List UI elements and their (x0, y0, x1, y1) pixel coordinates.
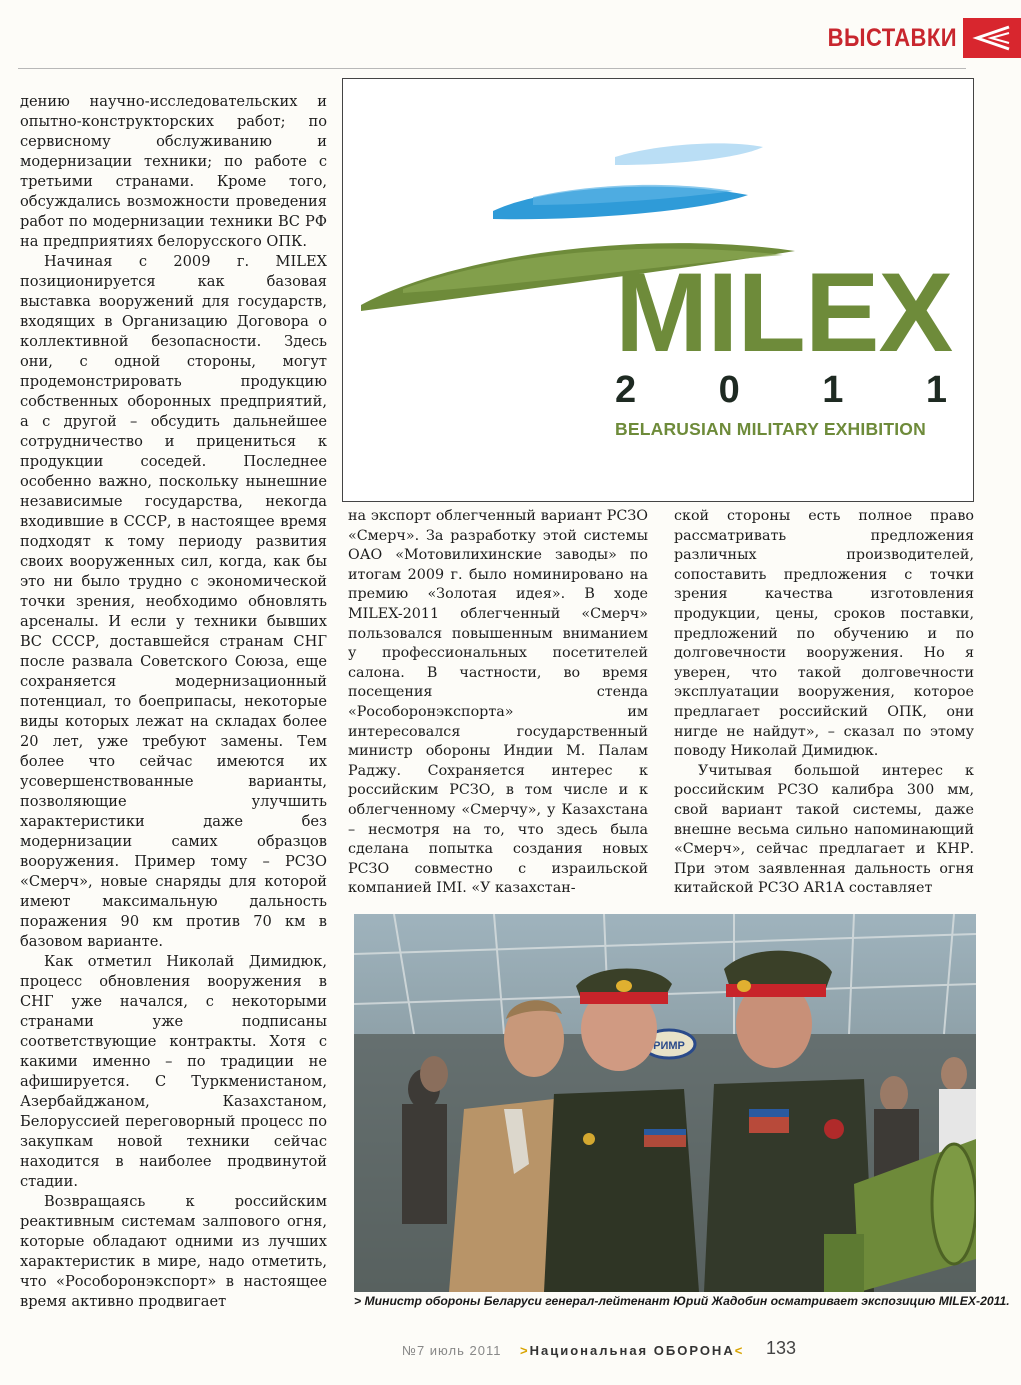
header-rule (18, 68, 966, 69)
milex-logo-box (342, 78, 974, 502)
text-column-1 (20, 92, 327, 1312)
text-column-3 (674, 507, 974, 899)
issue-label: №7 июль 2011 (402, 1343, 502, 1358)
magazine-title: Национальная ОБОРОНА (529, 1343, 735, 1358)
section-label: ВЫСТАВКИ (827, 24, 957, 52)
paragraph: Как отметил Николай Димидюк, процесс обновления вооружения в СНГ уже начался, с некоторыми странами уже подписаны соответствующие контракты. Хотя с какими именно – по традиции не афишируется. С Туркменистаном, Азербайджаном, Казахстаном, Белоруссией переговорный процесс по закупкам новой техники сейчас находится в наиболее продвинутой стадии. (20, 953, 327, 1190)
paragraph: Возвращаясь к российским реактивным системам залпового огня, которые обладают одними из лучших характеристик в мире, надо отметить, что «Рособоронэкспорт» в настоящее время активно продвигает (20, 1193, 327, 1310)
logo-year-digit: 2 (615, 369, 637, 411)
photo-scene (354, 914, 976, 1292)
logo-year-digit: 1 (822, 369, 844, 411)
paragraph: на экспорт облегченный вариант РСЗО «Смерч». За разработку этой системы ОАО «Мотовилихинские заводы» по итогам 2009 г. было номинировано на премию «Золотая идея». В ходе MILEX-2011 облегченный «Смерч» пользовался повышенным вниманием у профессиональных посетителей салона. В частности, во время посещения стенда «Рособоронэкспорта» им интересовался государственный министр обороны Индии М. Палам Раджу. Сохраняется интерес к российским РСЗО, в том числе и к облегченному «Смерчу», у Казахстана – несмотря на то, что здесь была сделана попытка создания новых РСЗО совместно с израильской компанией IMI. «У казахстан- (348, 508, 648, 897)
section-tab (963, 18, 1021, 58)
logo-year-digit: 1 (925, 369, 947, 411)
chevron-left-icon: < (734, 1343, 745, 1358)
chevron-left-icon (963, 18, 1021, 58)
photo-caption: > Министр обороны Беларуси генерал-лейтенант Юрий Жадобин осматривает экспозицию MILEX-2011. (354, 1294, 1010, 1308)
magazine-name (520, 1343, 744, 1358)
logo-subtitle: BELARUSIAN MILITARY EXHIBITION (615, 419, 926, 439)
paragraph: Начиная с 2009 г. MILEX позиционируется как базовая выставка вооружений для государств, входящих в Организацию Договора о коллективной безопасности. Здесь они, с одной стороны, могут продемонстрировать продукцию собственных оборонных предприятий, а с другой – обсудить дальнейшее сотрудничество и прицениться к продукции соседей. Последнее особенно важно, поскольку нынешние независимые государства, некогда входившие в СССР, в настоящее время подходят к тому периоду развития своих вооруженных сил, когда, как бы это ни было трудно с экономической точки зрения, необходимо обновлять арсеналы. И если у техники бывших ВС СССР, доставшейся странам СНГ после развала Советского Союза, еще сохраняется модернизационный потенциал, то боеприпасы, некоторые виды которых лежат на складах более 20 лет, уже требуют замены. Тем более что сейчас имеются их усовершенствованные варианты, позволяющие улучшить характеристики даже без модернизации самих образцов вооружения. Пример тому – РСЗО «Смерч», новые снаряды для которой имеют максимальную дальность поражения 90 км против 70 км в базовом варианте. (20, 253, 327, 950)
paragraph: ской стороны есть полное право рассматривать предложения различных производителей, сопоставить предложения с точки зрения качества изготовления продукции, цены, сроков поставки, предложений по обучению и по долговечности вооружения. Но я уверен, что такой долговечности эксплуатации вооружения, которое предлагает российский ОПК, они нигде не найдут», – сказал по этому поводу Николай Димидюк. (674, 508, 974, 760)
booth-sign-text: РИМР (653, 1040, 685, 1052)
exhibition-photo (354, 914, 976, 1292)
paragraph: дению научно-исследовательских и опытно-конструкторских работ; по сервисному обслуживанию и модернизации техники; по работе с третьими странами. Кроме того, обсуждались возможности проведения работ по модернизации техники ВС РФ на предприятиях белорусского ОПК. (20, 93, 327, 250)
text-column-2 (348, 507, 648, 899)
logo-year (615, 371, 947, 409)
logo-year-digit: 0 (718, 369, 740, 411)
logo-word: MILEX (615, 250, 953, 375)
chevron-right-icon: > (520, 1343, 530, 1358)
page-number: 133 (766, 1338, 797, 1358)
paragraph: Учитывая большой интерес к российским РСЗО калибра 300 мм, свой вариант такой системы, даже внешне весьма сильно напоминающий «Смерч», сейчас предлагает и КНР. При этом заявленная дальность огня китайской РСЗО AR1A составляет (674, 762, 974, 897)
